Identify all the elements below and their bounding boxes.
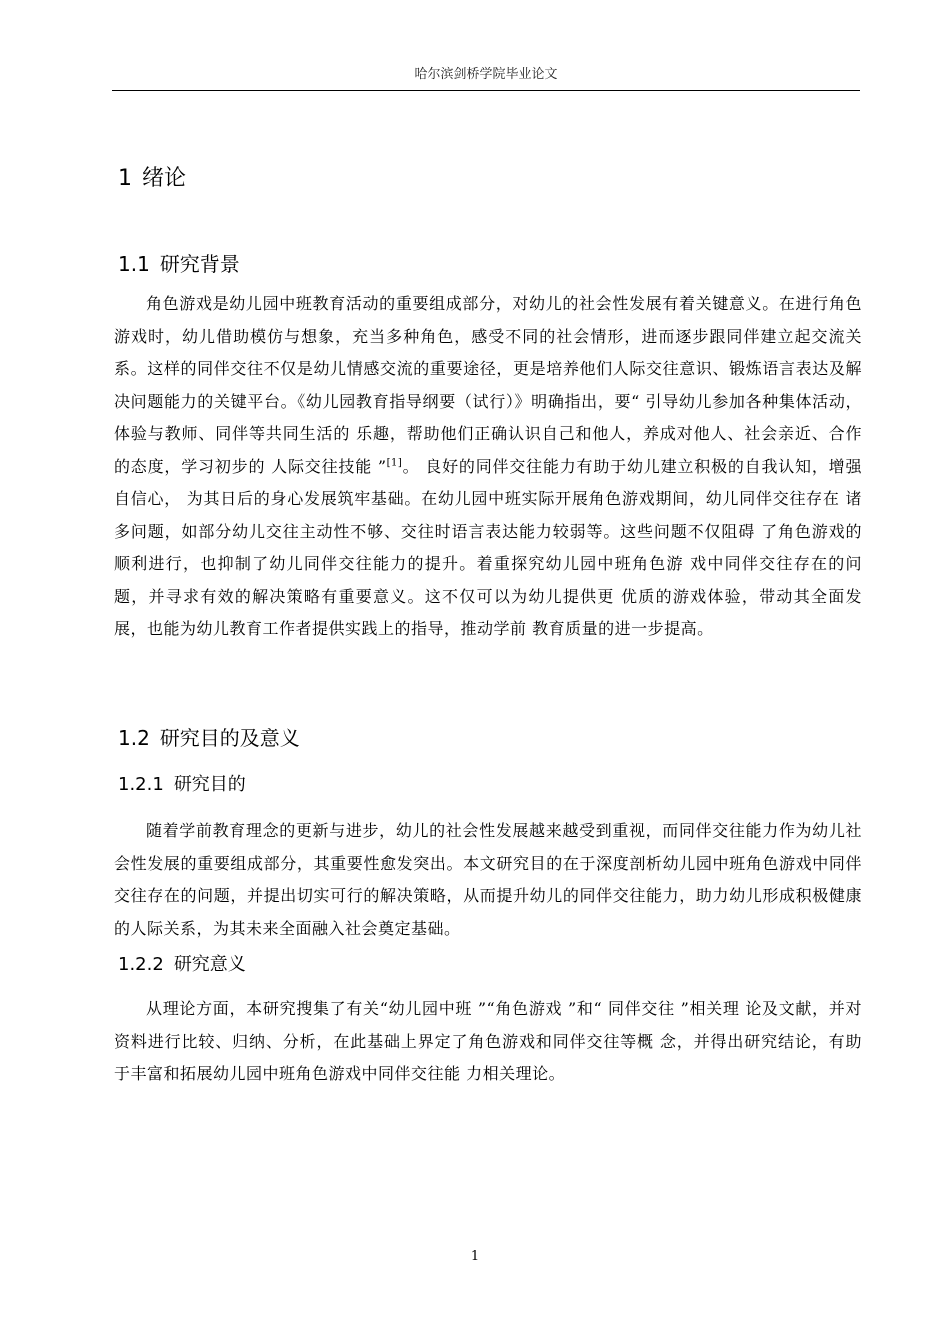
chapter-heading xyxy=(118,164,186,194)
chapter-title: 绪论 xyxy=(142,166,187,191)
section-heading-purpose-significance xyxy=(118,724,300,752)
paragraph-text: 随着学前教育理念的更新与进步，幼儿的社会性发展越来越受到重视，而同伴交往能力作为幼儿社会性发展的重要组成部分，其重要性愈发突出。本文研究目的在于深度剖析幼儿园中班角色游戏中同伴交往存在的问题，并提出切实可行的解决策略，从而提升幼儿的同伴交往能力，助力幼儿形成积极健康的人际关系，为其未来全面融入社会奠定基础。 xyxy=(114,821,862,938)
section-title: 研究背景 xyxy=(159,252,240,276)
section-title: 研究目的及意义 xyxy=(159,726,300,750)
subsection-title: 研究意义 xyxy=(173,954,246,975)
subsection-heading-significance xyxy=(118,952,246,978)
paragraph-text: 角色游戏是幼儿园中班教育活动的重要组成部分，对幼儿的社会性发展有着关键意义。在进行角色游戏时，幼儿借助模仿与想象，充当多种角色，感受不同的社会情形，进而逐步跟同伴建立起交流关系。这样的同伴交往不仅是幼儿情感交流的重要途径，更是培养他们人际交往意识、锻炼语言表达及解决问题能力的关键平台。《幼儿园教育指导纲要（试行）》明确指出，要“ 引导幼儿参加各种集体活动，体验与教师、同伴等共同生活的 乐趣，帮助他们正确认识自己和他人，养成对他人、社会亲近、合作的态度，学习初步的 人际交往技能 ” xyxy=(114,294,862,476)
section-number: 1.1 xyxy=(118,252,150,276)
citation-marker: [1] xyxy=(386,457,403,469)
running-header-title: 哈尔滨剑桥学院毕业论文 xyxy=(414,67,558,82)
paragraph-purpose xyxy=(114,815,862,945)
paragraph-significance xyxy=(114,993,862,1091)
running-header xyxy=(112,64,860,91)
subsection-heading-purpose xyxy=(118,772,246,798)
chapter-number: 1 xyxy=(118,166,132,191)
section-heading-background xyxy=(118,250,240,278)
paragraph-background xyxy=(114,288,862,646)
page-number: 1 xyxy=(470,1249,480,1264)
subsection-title: 研究目的 xyxy=(173,774,246,795)
paragraph-text: 。 良好的同伴交往能力有助于幼儿建立积极的自我认知，增强自信心， 为其日后的身心发展筑牢基础。在幼儿园中班实际开展角色游戏期间，幼儿同伴交往存在 诸多问题，如部分幼儿交往主动性不够、交往时语言表达能力较弱等。这些问题不仅阻碍 了角色游戏的顺利进行，也抑制了幼儿同伴交往能力的提升。着重探究幼儿园中班角色游 戏中同伴交往存在的问题，并寻求有效的解决策略有重要意义。这不仅可以为幼儿提供更 优质的游戏体验，带动其全面发展，也能为幼儿教育工作者提供实践上的指导，推动学前 教育质量的进一步提高。 xyxy=(114,456,862,638)
subsection-number: 1.2.1 xyxy=(118,774,164,795)
subsection-number: 1.2.2 xyxy=(118,954,164,975)
section-number: 1.2 xyxy=(118,726,150,750)
paragraph-text: 从理论方面，本研究搜集了有关“幼儿园中班 ”“角色游戏 ”和“ 同伴交往 ”相关理 论及文献，并对资料进行比较、归纳、分析，在此基础上界定了角色游戏和同伴交往等概 念，并得出研究结论，有助于丰富和拓展幼儿园中班角色游戏中同伴交往能 力相关理论。 xyxy=(114,999,862,1083)
